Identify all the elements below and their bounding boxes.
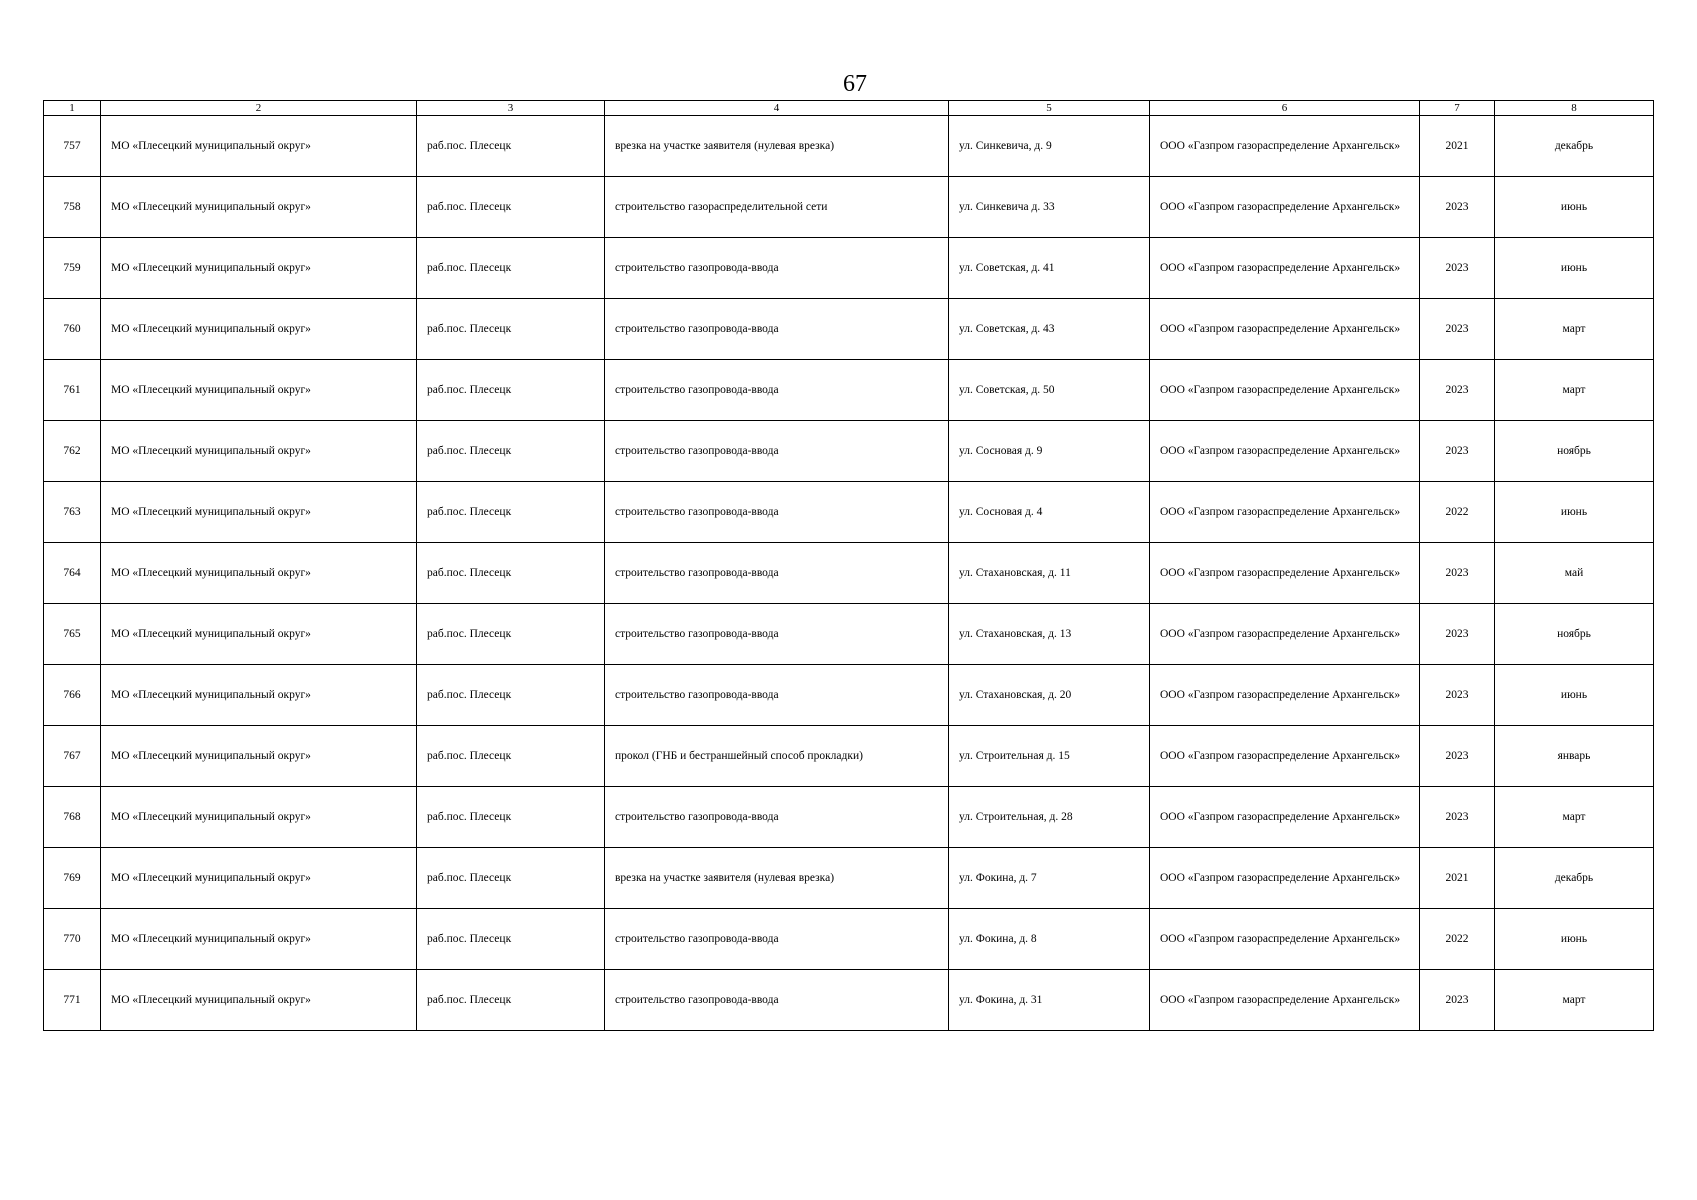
column-header: 1: [44, 101, 101, 116]
work-type-cell: строительство газопровода-ввода: [605, 665, 949, 726]
settlement-cell: раб.пос. Плесецк: [417, 604, 605, 665]
settlement-cell: раб.пос. Плесецк: [417, 848, 605, 909]
organization-cell: ООО «Газпром газораспределение Архангельск»: [1150, 787, 1420, 848]
municipality-cell: МО «Плесецкий муниципальный округ»: [101, 360, 417, 421]
address-cell: ул. Фокина, д. 8: [949, 909, 1150, 970]
column-header: 6: [1150, 101, 1420, 116]
row-number-cell: 758: [44, 177, 101, 238]
municipality-cell: МО «Плесецкий муниципальный округ»: [101, 848, 417, 909]
organization-cell: ООО «Газпром газораспределение Архангельск»: [1150, 482, 1420, 543]
year-cell: 2023: [1420, 604, 1495, 665]
table-body: [44, 116, 1654, 1031]
month-cell: июнь: [1495, 909, 1654, 970]
month-cell: ноябрь: [1495, 421, 1654, 482]
header-row: [44, 101, 1654, 116]
year-cell: 2023: [1420, 421, 1495, 482]
table-row: [44, 421, 1654, 482]
month-cell: март: [1495, 360, 1654, 421]
month-cell: июнь: [1495, 238, 1654, 299]
month-cell: март: [1495, 299, 1654, 360]
settlement-cell: раб.пос. Плесецк: [417, 787, 605, 848]
organization-cell: ООО «Газпром газораспределение Архангельск»: [1150, 604, 1420, 665]
address-cell: ул. Стахановская, д. 20: [949, 665, 1150, 726]
year-cell: 2022: [1420, 909, 1495, 970]
organization-cell: ООО «Газпром газораспределение Архангельск»: [1150, 909, 1420, 970]
month-cell: июнь: [1495, 482, 1654, 543]
settlement-cell: раб.пос. Плесецк: [417, 482, 605, 543]
work-type-cell: прокол (ГНБ и бестраншейный способ прокладки): [605, 726, 949, 787]
address-cell: ул. Синкевича, д. 9: [949, 116, 1150, 177]
organization-cell: ООО «Газпром газораспределение Архангельск»: [1150, 970, 1420, 1031]
settlement-cell: раб.пос. Плесецк: [417, 360, 605, 421]
row-number-cell: 762: [44, 421, 101, 482]
table-row: [44, 909, 1654, 970]
settlement-cell: раб.пос. Плесецк: [417, 299, 605, 360]
settlement-cell: раб.пос. Плесецк: [417, 665, 605, 726]
address-cell: ул. Советская, д. 50: [949, 360, 1150, 421]
row-number-cell: 768: [44, 787, 101, 848]
municipality-cell: МО «Плесецкий муниципальный округ»: [101, 299, 417, 360]
work-type-cell: строительство газопровода-ввода: [605, 421, 949, 482]
month-cell: ноябрь: [1495, 604, 1654, 665]
data-table: [43, 100, 1654, 1031]
municipality-cell: МО «Плесецкий муниципальный округ»: [101, 604, 417, 665]
table-row: [44, 543, 1654, 604]
row-number-cell: 765: [44, 604, 101, 665]
organization-cell: ООО «Газпром газораспределение Архангельск»: [1150, 360, 1420, 421]
municipality-cell: МО «Плесецкий муниципальный округ»: [101, 482, 417, 543]
address-cell: ул. Стахановская, д. 11: [949, 543, 1150, 604]
table-row: [44, 360, 1654, 421]
organization-cell: ООО «Газпром газораспределение Архангельск»: [1150, 421, 1420, 482]
month-cell: март: [1495, 787, 1654, 848]
table-row: [44, 970, 1654, 1031]
organization-cell: ООО «Газпром газораспределение Архангельск»: [1150, 665, 1420, 726]
settlement-cell: раб.пос. Плесецк: [417, 909, 605, 970]
table-row: [44, 238, 1654, 299]
settlement-cell: раб.пос. Плесецк: [417, 543, 605, 604]
settlement-cell: раб.пос. Плесецк: [417, 726, 605, 787]
work-type-cell: строительство газопровода-ввода: [605, 604, 949, 665]
address-cell: ул. Строительная, д. 28: [949, 787, 1150, 848]
organization-cell: ООО «Газпром газораспределение Архангельск»: [1150, 848, 1420, 909]
month-cell: декабрь: [1495, 848, 1654, 909]
table-row: [44, 177, 1654, 238]
row-number-cell: 763: [44, 482, 101, 543]
organization-cell: ООО «Газпром газораспределение Архангельск»: [1150, 726, 1420, 787]
address-cell: ул. Стахановская, д. 13: [949, 604, 1150, 665]
year-cell: 2023: [1420, 360, 1495, 421]
year-cell: 2023: [1420, 726, 1495, 787]
municipality-cell: МО «Плесецкий муниципальный округ»: [101, 116, 417, 177]
address-cell: ул. Советская, д. 41: [949, 238, 1150, 299]
address-cell: ул. Фокина, д. 7: [949, 848, 1150, 909]
month-cell: июнь: [1495, 177, 1654, 238]
organization-cell: ООО «Газпром газораспределение Архангельск»: [1150, 299, 1420, 360]
table-row: [44, 848, 1654, 909]
month-cell: декабрь: [1495, 116, 1654, 177]
year-cell: 2023: [1420, 177, 1495, 238]
row-number-cell: 770: [44, 909, 101, 970]
year-cell: 2023: [1420, 665, 1495, 726]
month-cell: январь: [1495, 726, 1654, 787]
row-number-cell: 767: [44, 726, 101, 787]
organization-cell: ООО «Газпром газораспределение Архангельск»: [1150, 543, 1420, 604]
municipality-cell: МО «Плесецкий муниципальный округ»: [101, 238, 417, 299]
municipality-cell: МО «Плесецкий муниципальный округ»: [101, 543, 417, 604]
settlement-cell: раб.пос. Плесецк: [417, 116, 605, 177]
work-type-cell: строительство газопровода-ввода: [605, 970, 949, 1031]
municipality-cell: МО «Плесецкий муниципальный округ»: [101, 421, 417, 482]
month-cell: март: [1495, 970, 1654, 1031]
row-number-cell: 769: [44, 848, 101, 909]
table-row: [44, 726, 1654, 787]
work-type-cell: строительство газопровода-ввода: [605, 360, 949, 421]
year-cell: 2021: [1420, 848, 1495, 909]
work-type-cell: строительство газопровода-ввода: [605, 299, 949, 360]
table-row: [44, 604, 1654, 665]
year-cell: 2021: [1420, 116, 1495, 177]
municipality-cell: МО «Плесецкий муниципальный округ»: [101, 726, 417, 787]
column-header: 8: [1495, 101, 1654, 116]
row-number-cell: 761: [44, 360, 101, 421]
table-row: [44, 116, 1654, 177]
municipality-cell: МО «Плесецкий муниципальный округ»: [101, 177, 417, 238]
row-number-cell: 764: [44, 543, 101, 604]
settlement-cell: раб.пос. Плесецк: [417, 421, 605, 482]
table-row: [44, 299, 1654, 360]
address-cell: ул. Строительная д. 15: [949, 726, 1150, 787]
year-cell: 2023: [1420, 299, 1495, 360]
municipality-cell: МО «Плесецкий муниципальный округ»: [101, 665, 417, 726]
work-type-cell: строительство газопровода-ввода: [605, 238, 949, 299]
address-cell: ул. Синкевича д. 33: [949, 177, 1150, 238]
column-header: 7: [1420, 101, 1495, 116]
table-row: [44, 787, 1654, 848]
table-header: [44, 101, 1654, 116]
table-row: [44, 665, 1654, 726]
row-number-cell: 759: [44, 238, 101, 299]
year-cell: 2022: [1420, 482, 1495, 543]
organization-cell: ООО «Газпром газораспределение Архангельск»: [1150, 177, 1420, 238]
year-cell: 2023: [1420, 543, 1495, 604]
municipality-cell: МО «Плесецкий муниципальный округ»: [101, 909, 417, 970]
settlement-cell: раб.пос. Плесецк: [417, 238, 605, 299]
work-type-cell: строительство газопровода-ввода: [605, 482, 949, 543]
municipality-cell: МО «Плесецкий муниципальный округ»: [101, 970, 417, 1031]
work-type-cell: врезка на участке заявителя (нулевая врезка): [605, 116, 949, 177]
organization-cell: ООО «Газпром газораспределение Архангельск»: [1150, 116, 1420, 177]
column-header: 5: [949, 101, 1150, 116]
work-type-cell: строительство газопровода-ввода: [605, 909, 949, 970]
work-type-cell: строительство газораспределительной сети: [605, 177, 949, 238]
column-header: 4: [605, 101, 949, 116]
table-row: [44, 482, 1654, 543]
settlement-cell: раб.пос. Плесецк: [417, 177, 605, 238]
month-cell: май: [1495, 543, 1654, 604]
year-cell: 2023: [1420, 970, 1495, 1031]
row-number-cell: 771: [44, 970, 101, 1031]
address-cell: ул. Сосновая д. 4: [949, 482, 1150, 543]
work-type-cell: строительство газопровода-ввода: [605, 543, 949, 604]
month-cell: июнь: [1495, 665, 1654, 726]
settlement-cell: раб.пос. Плесецк: [417, 970, 605, 1031]
address-cell: ул. Советская, д. 43: [949, 299, 1150, 360]
column-header: 2: [101, 101, 417, 116]
address-cell: ул. Сосновая д. 9: [949, 421, 1150, 482]
work-type-cell: строительство газопровода-ввода: [605, 787, 949, 848]
work-type-cell: врезка на участке заявителя (нулевая врезка): [605, 848, 949, 909]
column-header: 3: [417, 101, 605, 116]
row-number-cell: 760: [44, 299, 101, 360]
year-cell: 2023: [1420, 238, 1495, 299]
row-number-cell: 757: [44, 116, 101, 177]
year-cell: 2023: [1420, 787, 1495, 848]
address-cell: ул. Фокина, д. 31: [949, 970, 1150, 1031]
municipality-cell: МО «Плесецкий муниципальный округ»: [101, 787, 417, 848]
page-number: 67: [843, 71, 867, 97]
row-number-cell: 766: [44, 665, 101, 726]
organization-cell: ООО «Газпром газораспределение Архангельск»: [1150, 238, 1420, 299]
